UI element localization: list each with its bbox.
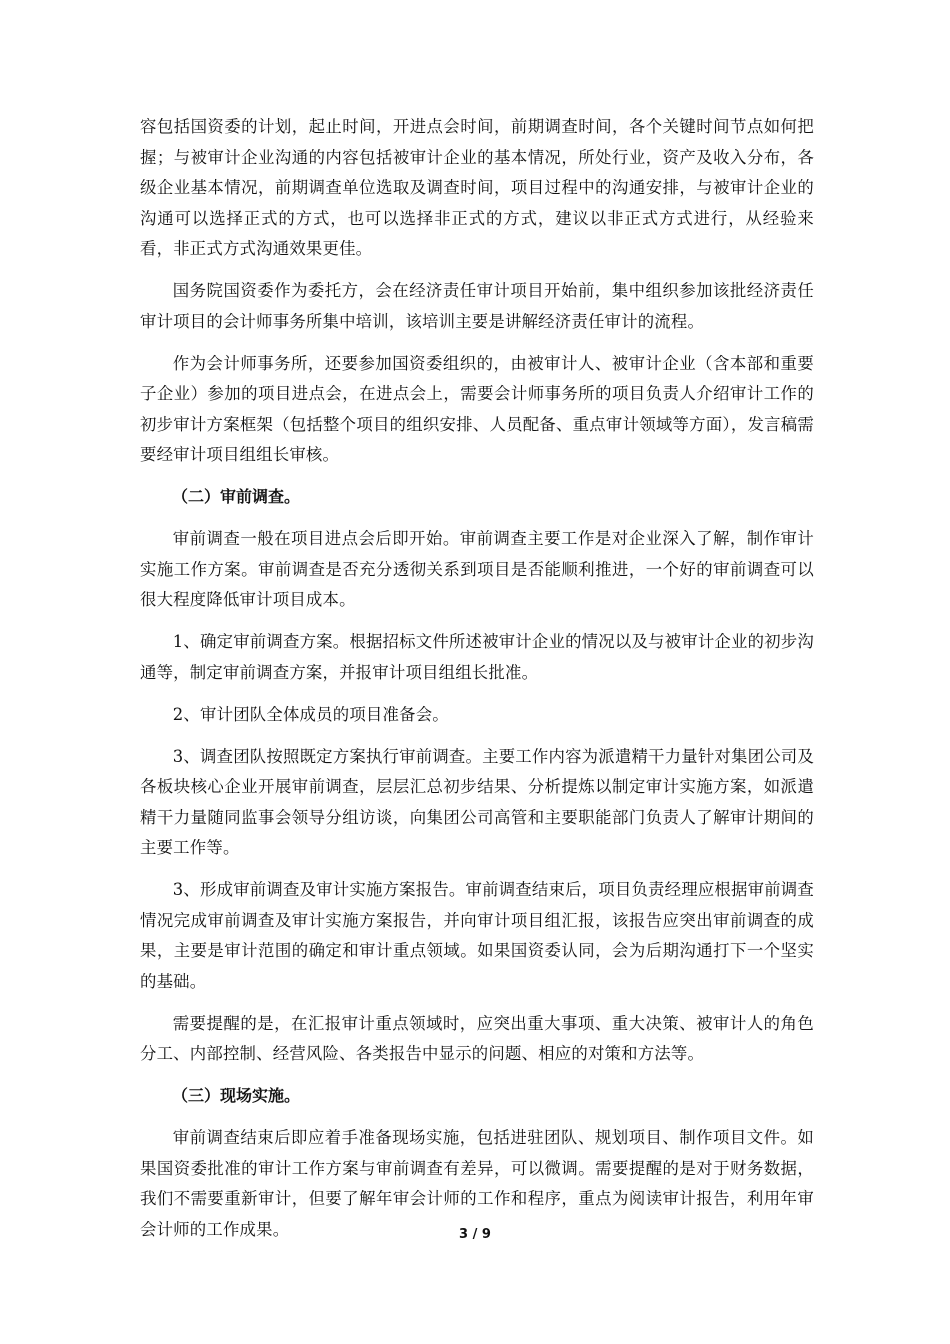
paragraph-reminder-key-areas: 需要提醒的是，在汇报审计重点领域时，应突出重大事项、重大决策、被审计人的角色分工、内部控制、经营风险、各类报告中显示的问题、相应的对策和方法等。 (140, 1013, 814, 1063)
section-heading-field-implementation: （三）现场实施。 (172, 1086, 301, 1105)
paragraph-field-implementation: 审前调查结束后即应着手准备现场实施，包括进驻团队、规划项目、制作项目文件。如果国资委批准的审计工作方案与审前调查有差异，可以微调。需要提醒的是对于财务数据，我们不需要重新审计，但要了解年审会计师的工作和程序，重点为阅读审计报告，利用年审会计师的工作成果。 (140, 1128, 814, 1239)
section-heading-pre-audit-survey: （二）审前调查。 (172, 487, 301, 506)
paragraph-sasac-training: 国务院国资委作为委托方，会在经济责任审计项目开始前，集中组织参加该批经济责任审计项目的会计师事务所集中培训，该培训主要是讲解经济责任审计的流程。 (140, 281, 814, 331)
paragraph-entry-meeting: 作为会计师事务所，还要参加国资委组织的，由被审计人、被审计企业（含本部和重要子企业）参加的项目进点会，在进点会上，需要会计师事务所的项目负责人介绍审计工作的初步审计方案框架（包括整个项目的组织安排、人员配备、重点审计领域等方面），发言稿需要经审计项目组组长审核。 (140, 353, 814, 464)
paragraph-pre-audit-intro: 审前调查一般在项目进点会后即开始。审前调查主要工作是对企业深入了解，制作审计实施工作方案。审前调查是否充分透彻关系到项目是否能顺利推进，一个好的审前调查可以很大程度降低审计项目成本。 (140, 529, 814, 609)
paragraph-communication-content: 容包括国资委的计划，起止时间，开进点会时间，前期调查时间，各个关键时间节点如何把握；与被审计企业沟通的内容包括被审计企业的基本情况，所处行业，资产及收入分布，各级企业基本情况，前期调查单位选取及调查时间，项目过程中的沟通安排，与被审计企业的沟通可以选择正式的方式，也可以选择非正式的方式，建议以非正式方式进行，从经验来看，非正式方式沟通效果更佳。 (140, 117, 814, 258)
list-item-3-survey-report: 3、形成审前调查及审计实施方案报告。审前调查结束后，项目负责经理应根据审前调查情况完成审前调查及审计实施方案报告，并向审计项目组汇报，该报告应突出审前调查的成果，主要是审计范围的确定和审计重点领域。如果国资委认同，会为后期沟通打下一个坚实的基础。 (140, 880, 814, 991)
page-number: 3 / 9 (459, 1227, 491, 1242)
list-item-2-prep-meeting: 2、审计团队全体成员的项目准备会。 (172, 704, 449, 724)
list-item-3-execute-survey: 3、调查团队按照既定方案执行审前调查。主要工作内容为派遣精干力量针对集团公司及各板块核心企业开展审前调查，层层汇总初步结果、分析提炼以制定审计实施方案，如派遣精干力量随同监事会领导分组访谈，向集团公司高管和主要职能部门负责人了解审计期间的主要工作等。 (140, 746, 814, 857)
list-item-1-survey-plan: 1、确定审前调查方案。根据招标文件所述被审计企业的情况以及与被审计企业的初步沟通等，制定审前调查方案，并报审计项目组组长批准。 (140, 632, 814, 682)
document-page (140, 112, 814, 1257)
